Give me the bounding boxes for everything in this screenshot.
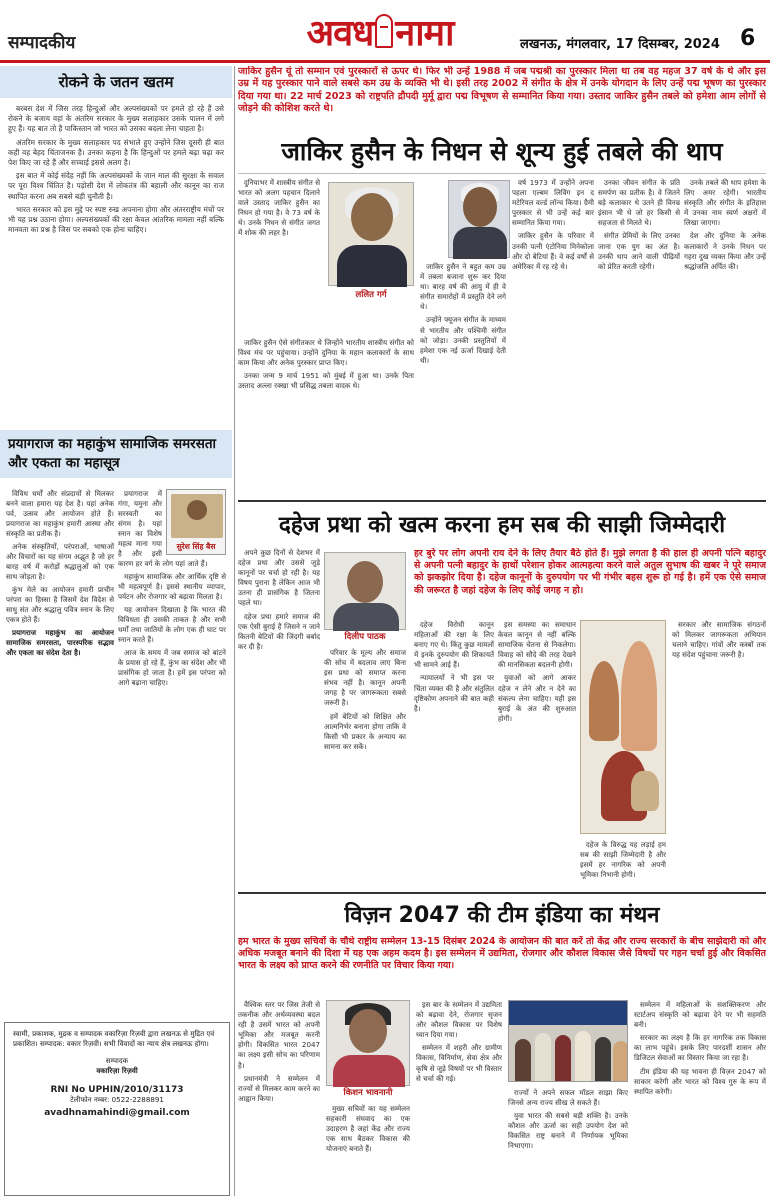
article-paragraph: सरकार और सामाजिक संगठनों को मिलकर जागरूकता अभियान चलाने चाहिए। गांवों और कस्बों तक यह संदेश पहुंचाना जरूरी है। [672,620,766,660]
photo-person [515,1039,531,1081]
left-article-body [0,485,232,1020]
story3-col [238,1000,320,1200]
column-divider [234,66,235,1196]
story3-author: किशन भावनानी [343,1088,393,1098]
article-paragraph: उनका जीवन संगीत के प्रति समर्पण का प्रतीक है। वे जितने बड़े कलाकार थे उतने ही विनम्र इंसान भी थे जो हर किसी से सहजता से मिलते थे। [598,178,680,228]
article-paragraph: सम्मेलन में शहरी और ग्रामीण विकास, विनिर्माण, सेवा क्षेत्र और कृषि से जुड़े विषयों पर भी विस्तार से चर्चा की गई। [416,1043,502,1083]
dateline: लखनऊ, मंगलवार, 17 दिसम्बर, 2024 [520,37,720,52]
story3-col [508,1088,628,1200]
story2-col [414,620,494,892]
story1-body [238,178,766,500]
imprint-email[interactable]: avadhnamahindi@gmail.com [44,1108,190,1119]
article-paragraph: उनके तबले की थाप हमेशा के लिए अमर रहेगी। भारतीय संस्कृति और संगीत के इतिहास में उनका नाम स्वर्ण अक्षरों में लिखा जाएगा। [684,178,766,228]
author-photo [324,552,406,630]
article-paragraph: दहेज विरोधी कानून महिलाओं की रक्षा के लिए बनाए गए थे। किंतु कुछ मामलों में इनके दुरुपयोग की शिकायतें भी सामने आई हैं। [414,620,494,670]
imprint-editor-name: वकारिज़ा रिज़वी [96,1066,138,1076]
article-paragraph: कुंभ मेले का आयोजन हमारी प्राचीन परंपरा का हिस्सा है जिसमें देश विदेश से साधु संत और श्रद्धालु पवित्र स्नान के लिए एकत्र होते हैं। [6,585,114,624]
photo-face [463,187,497,227]
left-article-col1 [6,489,114,661]
left-article-col2 [118,489,226,691]
story1-col [512,178,594,500]
article-paragraph: दहेज के विरुद्ध यह लड़ाई हम सब की साझी जिम्मेदारी है और इसमें हर नागरिक को अपनी भूमिका निभानी होगी। [580,840,666,880]
photo-person [613,1041,628,1081]
story2-kicker: हर बुरे पर लोग अपनी राय देने के लिए तैयार बैठे होते हैं। मुझे लगता है की हाल ही अपनी पत्नि बहादुर से अपनी पत्नी बहादुर के हाथों परेशान होकर आत्महत्या करने वाले अतुल सुभाष की खबर ने पूरे समाज को झकझोर दिया है। दहेज कानूनों के दुरुपयोग पर भी गंभीर बहस शुरू हो गई है। हमें एक ऐसे समाज की जरूरत है जहां दहेज के लिए कोई जगह न हो। [414,548,766,596]
story3-headline[interactable]: विज़न 2047 की टीम इंडिया का मंथन [344,903,660,928]
story3-col [634,1000,766,1200]
article-paragraph: यह आयोजन दिखाता है कि भारत की विविधता ही उसकी ताकत है और सभी धर्मों तथा जातियों के लोग एक ही घाट पर स्नान करते हैं। [118,605,226,644]
article-paragraph: टीम इंडिया की यह भावना ही विज़न 2047 को साकार करेगी और भारत को विश्व गुरु के रूप में स्थापित करेगी। [634,1066,766,1096]
article-paragraph: न्यायालयों ने भी इस पर चिंता व्यक्त की है और संतुलित दृष्टिकोण अपनाने की बात कही है। [414,673,494,713]
story2-author: दिलीप पाठक [344,632,386,642]
story1-author: ललित गर्ग [355,290,387,300]
story2-col [498,620,576,892]
article-paragraph: इस समस्या का समाधान केवल कानून से नहीं बल्कि सामाजिक चेतना से निकलेगा। विवाह को सौदे की तरह देखने की मानसिकता बदलनी होगी। [498,620,576,670]
photo-banner [509,1001,628,1025]
article-paragraph: उन्होंने फ्यूजन संगीत के माध्यम से भारतीय और पश्चिमी संगीत को जोड़ा। उनकी प्रस्तुतियों में हमेशा एक नई ऊर्जा दिखाई देती थी। [420,315,506,365]
imprint-text: स्वामी, प्रकाशक, मुद्रक व सम्पादक वकारिज़ा रिज़वी द्वारा लखनऊ से मुद्रित एवं प्रकाशित। सम्पादक: वकार रिज़वी। सभी विवादों का न्याय क्षेत्र लखनऊ होगा। [13,1029,215,1049]
subject-photo [448,180,510,258]
story2-body [238,548,766,892]
photo-body [453,227,507,259]
article-paragraph: विविध धर्मों और संप्रदायों से मिलकर बनने वाला हमारा यह देश है। यहां अनेक पर्व, उत्सव और आयोजन होते हैं। प्रयागराज का महाकुंभ हमारी आस्था और संस्कृति का प्रतीक है। [6,489,114,538]
photo-face [347,561,383,603]
imprint-editor-label: सम्पादक [105,1055,129,1065]
article-paragraph: दुनियाभर में शास्त्रीय संगीत से भारत को अलग पहचान दिलाने वाले उस्ताद जाकिर हुसैन का निधन हो गया है। वे 73 वर्ष के थे। उनके निधन से संगीत जगत में शोक की लहर है। [238,178,320,238]
left-column [0,66,232,442]
photo-person [555,1035,571,1081]
editorial-paragraph: अंतरिम सरकार के मुख्य सलाहकार पद संभाले हुए उन्होंने जिस दूसरी ही बात कही वह बेहद चिंताजनक है। उनका कहना है कि हिन्दुओं पर हमले बढ़ा चढ़ा कर पेश किए जा रहे हैं और सच्चाई इससे अलग है। [8,137,224,168]
author-photo [171,494,223,538]
article-paragraph: अनेक संस्कृतियों, परंपराओं, भाषाओं और विचारों का यह संगम अद्भुत है जो हर बारह वर्ष में करोड़ों श्रद्धालुओं को एक साथ जोड़ता है। [6,542,114,581]
story1-kicker: जाकिर हुसैन यूं तो सम्मान एवं पुरस्कारों से ऊपर थे। फिर भी उन्हें 1988 में जब पद्मश्री का पुरस्कार मिला था तब वह महज 37 वर्ष के थे और इस उम्र में यह पुरस्कार पाने वाले सबसे कम उम्र के व्यक्ति भी थे। इसी तरह 2002 में संगीत के क्षेत्र में उनके योगदान के लिए उन्हें पद्म भूषण का पुरस्कार दिया गया था। 22 मार्च 2023 को राष्ट्रपति द्रौपदी मुर्मू द्वारा पद्म विभूषण से सम्मानित किया गया। उस्ताद जाकिर हुसैन तबले को हमेशा आम लोगों से जोड़ने की कोशिश करते थे। [238,66,766,115]
story1-headline[interactable]: जाकिर हुसैन के निधन से शून्य हुई तबले की थाप [238,130,766,174]
illustration-figure [589,661,619,741]
masthead [0,0,770,62]
story3-col [416,1000,502,1200]
author-card [166,489,226,555]
story3-body [238,936,766,1200]
article-paragraph: जाकिर हुसैन ने बहुत कम उम्र में तबला बजाना शुरू कर दिया था। बारह वर्ष की आयु में ही वे संगीत समारोहों में प्रस्तुति देने लगे थे। [420,262,506,312]
photo-face [351,193,393,241]
editorial-paragraph: इस बात में कोई संदेह नहीं कि अल्पसंख्यकों के जान माल की सुरक्षा के सवाल पर पूरा विश्व चिंतित है। पड़ोसी देश में लोकतंत्र की बहाली और कानून का राज स्थापित करना अब सबसे बड़ी चुनौती है। [8,171,224,201]
photo-body [333,1055,405,1087]
article-paragraph: इस बार के सम्मेलन में उद्यमिता को बढ़ावा देने, रोजगार सृजन और कौशल विकास पर विशेष ध्यान दिया गया। [416,1000,502,1040]
story2-col [238,548,320,892]
article-paragraph: युवा भारत की सबसे बड़ी शक्ति है। उनके कौशल और ऊर्जा का सही उपयोग देश को विकसित राष्ट्र बनाने में निर्णायक भूमिका निभाएगा। [508,1111,628,1151]
article-paragraph: राज्यों ने अपने सफल मॉडल साझा किए जिनसे अन्य राज्य सीख ले सकते हैं। [508,1088,628,1108]
photo-person [575,1031,591,1081]
article-paragraph: प्रयागराज में गंगा, यमुना और सरस्वती का संगम है। यहां स्नान का विशेष महत्व माना गया है और इसी कारण हर वर्ग के लोग यहां आते हैं। [118,489,208,568]
left-article-title: प्रयागराज का महाकुंभ सामाजिक समरसता और एकता का महासूत्र [0,430,232,478]
photo-body [337,245,407,287]
brand-left: अवध [306,11,374,54]
illustration-sack [631,771,659,811]
brand-right: नामा [395,11,454,54]
editorial-body [0,98,232,442]
story2-col [580,840,666,892]
article-paragraph: संगीत प्रेमियों के लिए उनका जाना एक युग का अंत है। उनकी थाप आने वाली पीढ़ियों को प्रेरित करती रहेगी। [598,231,680,271]
gate-icon [375,14,393,48]
author-photo [328,182,414,286]
article-paragraph: मुख्य सचिवों का यह सम्मेलन सहकारी संघवाद का एक उदाहरण है जहां केंद्र और राज्य एक साथ बैठकर विकास की योजनाएं बनाते हैं। [326,1104,410,1154]
editorial-paragraph: भारत सरकार को इस मुद्दे पर स्पष्ट रुख अपनाना होगा और अंतरराष्ट्रीय मंचों पर भी यह प्रश्न उठाना होगा। अल्पसंख्यकों की रक्षा केवल आंतरिक मामला नहीं बल्कि मानवता का प्रश्न है जिस पर सबको एक होना चाहिए। [8,204,224,235]
imprint-phone: टेलीफोन नम्बर: 0522-2288891 [70,1095,164,1105]
article-paragraph: वर्ष 1973 में उन्होंने अपना पहला एल्बम लिविंग इन द मटेरियल वर्ल्ड लॉन्च किया। ग्रैमी पुरस्कार से भी उन्हें कई बार सम्मानित किया गया। [512,178,594,228]
editorial-title: रोकने के जतन खतम [0,66,232,98]
article-paragraph: प्रधानमंत्री ने सम्मेलन में राज्यों से मिलकर काम करने का आह्वान किया। [238,1073,320,1103]
section-rule [238,500,766,502]
section-rule [238,892,766,894]
story2-headline[interactable]: दहेज प्रथा को खत्म करना हम सब की साझी जिम्मेदारी [278,512,726,538]
story1-col [598,178,680,500]
article-paragraph: युवाओं को आगे आकर दहेज न लेने और न देने का संकल्प लेना चाहिए। यही इस बुराई के अंत की शुरुआत होगी। [498,673,576,723]
article-paragraph: सरकार का लक्ष्य है कि हर नागरिक तक विकास का लाभ पहुंचे। इसके लिए पारदर्शी शासन और डिजिटल सेवाओं का विस्तार किया जा रहा है। [634,1033,766,1063]
illustration-figure [621,641,657,751]
article-paragraph: देश और दुनिया के अनेक कलाकारों ने उनके निधन पर गहरा दुख व्यक्त किया और उन्हें श्रद्धांजलि अर्पित की। [684,231,766,271]
rni-number: RNI No UPHIN/2010/31173 [50,1084,184,1095]
story1-col [420,262,506,500]
section-name: सम्पादकीय [8,33,76,53]
brand-logo[interactable] [280,6,480,56]
imprint-box [4,1022,230,1196]
page-number: 6 [740,26,756,51]
photo-person [595,1037,611,1081]
article-paragraph: जाकिर हुसैन के परिवार में उनकी पत्नी एंटोनिया मिनेकोला और दो बेटियां हैं। वे कई वर्षों से अमेरिका में रह रहे थे। [512,231,594,271]
story2-col [324,648,406,892]
story1-col [684,178,766,500]
story3-kicker: हम भारत के मुख्य सचिवों के चौथे राष्ट्रीय सम्मेलन 13-15 दिसंबर 2024 के आयोजन की बात करें तो केंद्र और राज्य सरकारों के बीच साझेदारी को और अधिक मजबूत बनाने की दिशा में यह एक अहम कदम है। इस सम्मेलन में उद्यमिता, रोजगार और कौशल विकास जैसे विषयों पर गहन चर्चा हुई और विकसित भारत के लक्ष्य को प्राप्त करने की रणनीति पर विचार किया गया। [238,936,766,972]
story2-col [672,620,766,892]
article-paragraph: आज के समय में जब समाज को बांटने के प्रयास हो रहे हैं, कुंभ का संदेश और भी प्रासंगिक हो जाता है। हमें इस परंपरा को आगे बढ़ाना चाहिए। [118,648,226,687]
photo-person [535,1033,551,1081]
article-paragraph: सम्मेलन में महिलाओं के सशक्तिकरण और स्टार्टअप संस्कृति को बढ़ावा देने पर भी सहमति बनी। [634,1000,766,1030]
dowry-illustration [580,620,666,834]
article-highlight: प्रयागराज महाकुंभ का आयोजन सामाजिक समरसता, पारस्परिक सद्भाव और एकता का संदेश देता है। [6,628,114,657]
article-paragraph: उनका जन्म 9 मार्च 1951 को मुंबई में हुआ था। उनके पिता उस्ताद अल्ला रक्खा भी प्रसिद्ध तबला वादक थे। [238,371,414,391]
conference-photo [508,1000,628,1082]
article-paragraph: वैश्विक स्तर पर जिस तेजी से तकनीक और अर्थव्यवस्था बदल रही है उसमें भारत को अपनी भूमिका और मजबूत करनी होगी। विकसित भारत 2047 का लक्ष्य इसी सोच का परिणाम है। [238,1000,320,1070]
masthead-rule [0,60,770,63]
author-photo [326,1000,410,1086]
story3-col [326,1104,410,1200]
editorial-paragraph: बरबस देश में जिस तरह हिन्दुओं और अल्पसंख्यकों पर हमले हो रहे हैं उसे रोकने के बजाय वहां के अंतरिम सरकार के मुख्य सलाहकार उसके पालन में लगे हुए हैं। यह बात तो है पाकिस्तान जो भारत को उसका बदला लेना चाहता है। [8,104,224,134]
article-paragraph: महाकुंभ सामाजिक और आर्थिक दृष्टि से भी महत्वपूर्ण है। इससे स्थानीय व्यापार, पर्यटन और रोजगार को बढ़ावा मिलता है। [118,572,226,601]
author-name: सुरेश सिंह बैस [176,542,216,551]
article-paragraph: दहेज प्रथा हमारे समाज की एक ऐसी बुराई है जिसने न जाने कितनी बेटियों की जिंदगी बर्बाद कर दी है। [238,611,320,651]
photo-face [349,1009,387,1053]
article-paragraph: हमें बेटियों को शिक्षित और आत्मनिर्भर बनाना होगा ताकि वे किसी भी प्रकार के अन्याय का सामना कर सकें। [324,711,406,751]
article-paragraph: अपने कुछ दिनों से देशभर में दहेज प्रथा और उससे जुड़े कानूनों पर चर्चा हो रही है। यह विषय पुराना है लेकिन आज भी उतना ही प्रासंगिक है जितना पहले था। [238,548,320,608]
story1-col [238,338,414,500]
article-paragraph: परिवार के मूल्य और समाज की सोच में बदलाव लाए बिना इस प्रथा को समाप्त करना संभव नहीं है। कानून अपनी जगह है पर जागरूकता सबसे जरूरी है। [324,648,406,708]
article-paragraph: जाकिर हुसैन ऐसे संगीतकार थे जिन्होंने भारतीय शास्त्रीय संगीत को विश्व मंच पर पहुंचाया। उन्होंने दुनिया के महान कलाकारों के साथ काम किया और अनेक पुरस्कार प्राप्त किए। [238,338,414,368]
photo-body [333,603,399,631]
